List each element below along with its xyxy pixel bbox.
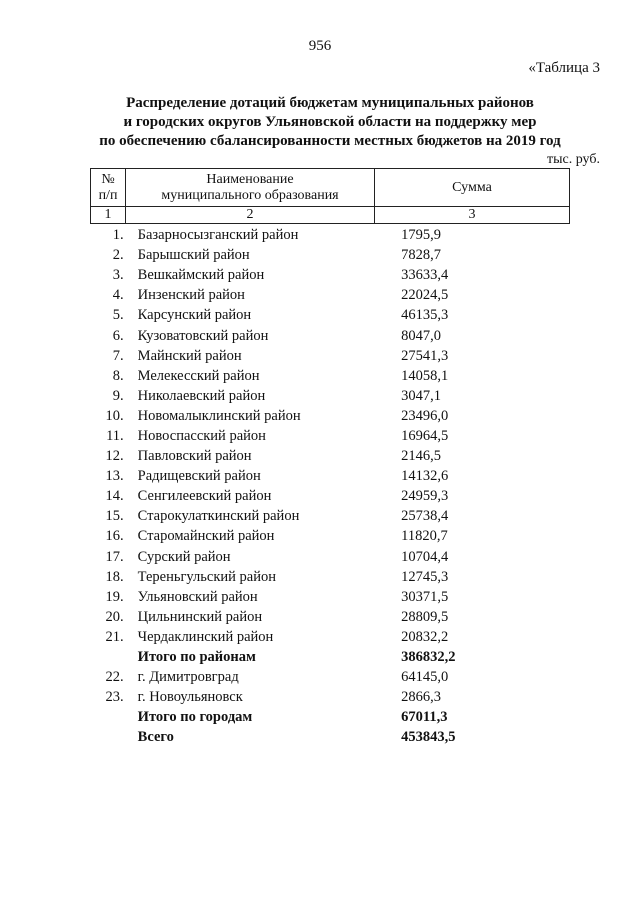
row-name: Радищевский район: [137, 468, 261, 485]
row-number: 3.: [112, 267, 124, 284]
row-sum: 67011,3: [401, 709, 448, 726]
table-row: [90, 325, 570, 345]
row-number: 8.: [112, 367, 124, 384]
row-name: Мелекесский район: [137, 367, 260, 384]
row-number: 22.: [105, 669, 124, 686]
row-sum: 16964,5: [401, 427, 449, 444]
table-total-row: [90, 647, 570, 667]
row-name: Ульяновский район: [137, 588, 258, 605]
row-number: 23.: [105, 689, 124, 706]
table-row: [90, 627, 570, 647]
title-line-1: Распределение дотаций бюджетам муниципальных районов: [126, 95, 534, 111]
table-row: [90, 245, 570, 265]
row-number: 15.: [105, 508, 124, 525]
title-line-2: и городских округов Ульяновской области на поддержку мер: [123, 114, 537, 130]
table-row: [90, 285, 570, 305]
table-row: [90, 265, 570, 285]
header-num-line2: п/п: [98, 187, 118, 203]
row-sum: 11820,7: [401, 528, 448, 545]
row-sum: 2866,3: [401, 689, 441, 706]
row-sum: 24959,3: [401, 488, 449, 505]
row-sum: 3047,1: [401, 387, 441, 404]
table-row: [90, 346, 570, 366]
header-col-1: 1: [91, 207, 126, 224]
row-name: Цильнинский район: [137, 608, 263, 625]
table-row: [90, 466, 570, 486]
row-sum: 23496,0: [401, 407, 449, 424]
row-number: 18.: [105, 568, 124, 585]
table-row: [90, 486, 570, 506]
row-name: Старомайнский район: [137, 528, 275, 545]
row-sum: 25738,4: [401, 508, 449, 525]
row-name: Майнский район: [137, 347, 242, 364]
header-sum: Сумма: [375, 169, 570, 207]
row-name: Итого по городам: [137, 709, 253, 726]
header-name-line1: Наименование: [206, 171, 294, 187]
row-name: Сенгилеевский район: [137, 488, 272, 505]
row-sum: 1795,9: [401, 227, 441, 244]
row-name: Новоспасский район: [137, 427, 266, 444]
header-col-3: 3: [375, 207, 570, 224]
row-name: Карсунский район: [137, 307, 252, 324]
row-sum: 46135,3: [401, 307, 449, 324]
row-name: Павловский район: [137, 448, 252, 465]
title-line-3: по обеспечению сбалансированности местных бюджетов на 2019 год: [99, 133, 561, 149]
row-sum: 10704,4: [401, 548, 449, 565]
row-sum: 30371,5: [401, 588, 449, 605]
row-number: 16.: [105, 528, 124, 545]
table-row: [90, 366, 570, 386]
table-total-row: [90, 707, 570, 727]
row-number: 1.: [112, 227, 124, 244]
row-name: Всего: [137, 729, 174, 746]
table-row: [90, 506, 570, 526]
row-number: 5.: [112, 307, 124, 324]
row-name: Вешкаймский район: [137, 267, 265, 284]
row-name: Николаевский район: [137, 387, 266, 404]
row-number: 11.: [106, 427, 124, 444]
header-num-line1: №: [101, 171, 115, 187]
row-name: Базарносызганский район: [137, 227, 299, 244]
row-sum: 14058,1: [401, 367, 449, 384]
units-label: тыс. руб.: [547, 152, 600, 167]
row-name: г. Новоульяновск: [137, 689, 243, 706]
row-sum: 27541,3: [401, 347, 449, 364]
row-sum: 64145,0: [401, 669, 449, 686]
row-number: 19.: [105, 588, 124, 605]
row-number: 9.: [112, 387, 124, 404]
header-name: [126, 169, 375, 207]
row-sum: 8047,0: [401, 327, 441, 344]
row-name: Итого по районам: [137, 649, 256, 666]
table-row: [90, 426, 570, 446]
row-sum: 453843,5: [401, 729, 456, 746]
row-number: 6.: [112, 327, 124, 344]
table-row: [90, 446, 570, 466]
row-number: 21.: [105, 628, 124, 645]
row-sum: 14132,6: [401, 468, 449, 485]
row-number: 7.: [112, 347, 124, 364]
row-name: Барышский район: [137, 247, 250, 264]
row-number: 12.: [105, 448, 124, 465]
row-name: Инзенский район: [137, 287, 245, 304]
document-title: [60, 94, 600, 151]
row-sum: 22024,5: [401, 287, 449, 304]
header-name-line2: муниципального образования: [161, 187, 339, 203]
header-col-2: 2: [126, 207, 375, 224]
row-sum: 28809,5: [401, 608, 449, 625]
table-label: «Таблица 3: [528, 60, 600, 76]
table-header: [90, 168, 570, 224]
table-row: [90, 567, 570, 587]
table-row: [90, 225, 570, 245]
row-number: [90, 647, 132, 667]
row-number: [90, 727, 132, 747]
row-number: 17.: [105, 548, 124, 565]
table-total-row: [90, 727, 570, 747]
row-number: 14.: [105, 488, 124, 505]
row-sum: 20832,2: [401, 628, 449, 645]
row-sum: 33633,4: [401, 267, 449, 284]
table-row: [90, 587, 570, 607]
row-sum: 12745,3: [401, 568, 449, 585]
row-number: 20.: [105, 608, 124, 625]
row-number: [90, 707, 132, 727]
row-name: Старокулаткинский район: [137, 508, 300, 525]
header-num: [91, 169, 126, 207]
table-row: [90, 667, 570, 687]
row-name: г. Димитровград: [137, 669, 239, 686]
row-name: Новомалыклинский район: [137, 407, 301, 424]
table-row: [90, 526, 570, 546]
table-row: [90, 386, 570, 406]
row-name: Сурский район: [137, 548, 231, 565]
table-row: [90, 305, 570, 325]
table-row: [90, 687, 570, 707]
row-number: 4.: [112, 287, 124, 304]
row-sum: 386832,2: [401, 649, 456, 666]
row-name: Тереньгульский район: [137, 568, 276, 585]
row-number: 10.: [105, 407, 124, 424]
row-name: Кузоватовский район: [137, 327, 269, 344]
table-row: [90, 547, 570, 567]
row-name: Чердаклинский район: [137, 628, 274, 645]
page-number: 956: [308, 38, 332, 54]
table-row: [90, 406, 570, 426]
table-body: [90, 225, 570, 747]
row-number: 2.: [112, 247, 124, 264]
rows-container: [90, 225, 570, 747]
row-sum: 7828,7: [401, 247, 441, 264]
row-number: 13.: [105, 468, 124, 485]
table-row: [90, 607, 570, 627]
row-sum: 2146,5: [401, 448, 441, 465]
